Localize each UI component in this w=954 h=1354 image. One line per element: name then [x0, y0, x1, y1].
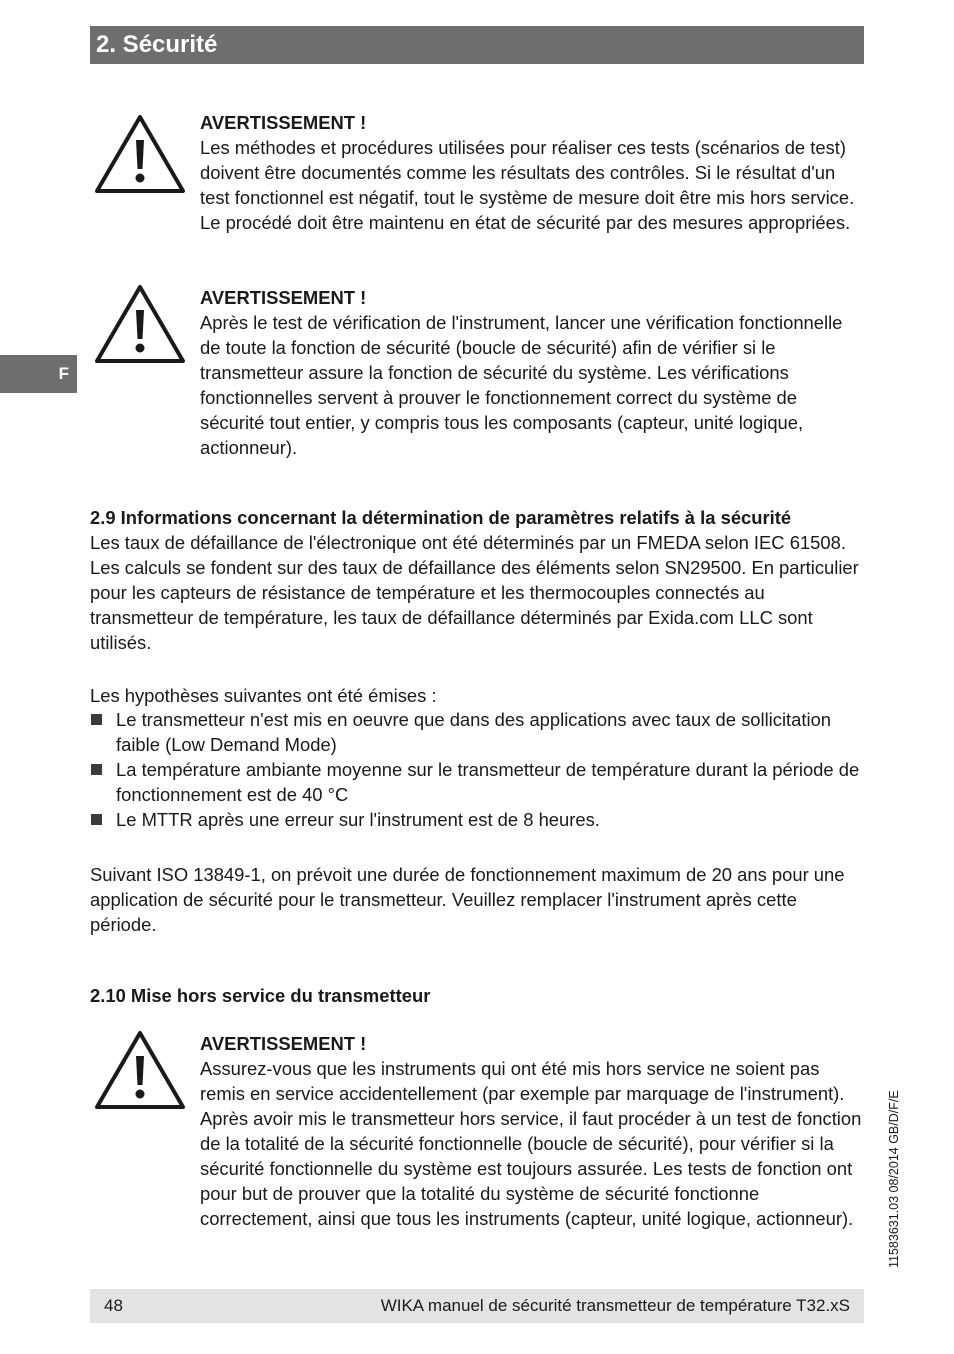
warning-title: AVERTISSEMENT !	[200, 112, 367, 133]
footer-title: WIKA manuel de sécurité transmetteur de température T32.xS	[380, 1296, 850, 1315]
assumptions-intro: Les hypothèses suivantes ont été émises :	[90, 685, 437, 706]
warning-title: AVERTISSEMENT !	[200, 287, 367, 308]
section-heading-2-9: 2.9 Informations concernant la détermination de paramètres relatifs à la sécurité	[90, 507, 792, 528]
list-item	[90, 807, 864, 832]
warning-body: Les méthodes et procédures utilisées pour réaliser ces tests (scénarios de test) doivent être documentés comme les résultats des contrôles. Si le résultat d'un test fonctionnel est négatif, tout le système de mesure doit être mis hors service. Le procédé doit être maintenu en état de sécurité par des mesures appropriées.	[200, 137, 855, 233]
lifetime-paragraph: Suivant ISO 13849-1, on prévoit une durée de fonctionnement maximum de 20 ans pour une application de sécurité pour le transmetteur. Veuillez remplacer l'instrument après cette période.	[90, 864, 845, 935]
language-tab	[0, 355, 77, 393]
warning-body: Assurez-vous que les instruments qui ont été mis hors service ne soient pas remis en service accidentellement (par exemple par marquage de l'instrument). Après avoir mis le transmetteur hors service, il faut procéder à un test de fonction de la totalité de la sécurité fonctionnelle (boucle de sécurité), pour vérifier si la sécurité fonctionnelle du système est toujours assurée. Les tests de fonction ont pour but de prouver que la totalité du système de sécurité fonctionne correctement, ainsi que tous les instruments (capteur, unité logique, actionneur).	[200, 1058, 862, 1229]
warning-body: Après le test de vérification de l'instrument, lancer une vérification fonctionnelle de toute la fonction de sécurité (boucle de sécurité) afin de vérifier si le transmetteur assure la fonction de sécurité du système. Les vérifications fonctionnelles servent à prouver le fonctionnement correct du système de sécurité tout entier, y compris tous les composants (capteur, unité logique, actionneur).	[200, 312, 843, 458]
section-header-bar	[90, 26, 864, 64]
warning-triangle-icon	[94, 1030, 186, 1110]
language-tab-label: F	[58, 364, 69, 383]
warning-title: AVERTISSEMENT !	[200, 1033, 367, 1054]
page-footer	[90, 1289, 864, 1323]
list-item-text: La température ambiante moyenne sur le transmetteur de température durant la période de fonctionnement est de 40 °C	[116, 759, 860, 805]
document-code: 11583631.03 08/2014 GB/D/F/E	[887, 1090, 901, 1268]
list-item-text: Le transmetteur n'est mis en oeuvre que dans des applications avec taux de sollicitation faible (Low Demand Mode)	[116, 709, 832, 755]
list-item	[90, 707, 864, 757]
assumptions-list	[90, 707, 864, 832]
bullet-square-icon	[91, 764, 102, 775]
list-item	[90, 757, 864, 807]
warning-block-2	[200, 285, 866, 460]
page-title: 2. Sécurité	[96, 31, 218, 58]
warning-triangle-icon	[94, 114, 186, 194]
section-heading-2-10: 2.10 Mise hors service du transmetteur	[90, 985, 431, 1006]
page-number: 48	[104, 1296, 123, 1315]
bullet-square-icon	[91, 814, 102, 825]
section-2-9-paragraph: Les taux de défaillance de l'électronique ont été déterminés par un FMEDA selon IEC 61508. Les calculs se fondent sur des taux de défaillance des éléments selon SN29500. En particulier pour les capteurs de résistance de température et les thermocouples connectés au transmetteur de température, les taux de défaillance déterminés par Exida.com LLC sont utilisés.	[90, 532, 859, 653]
warning-block-1	[200, 110, 866, 235]
bullet-square-icon	[91, 714, 102, 725]
list-item-text: Le MTTR après une erreur sur l'instrument est de 8 heures.	[116, 809, 600, 830]
warning-block-3	[200, 1031, 866, 1231]
warning-triangle-icon	[94, 284, 186, 364]
